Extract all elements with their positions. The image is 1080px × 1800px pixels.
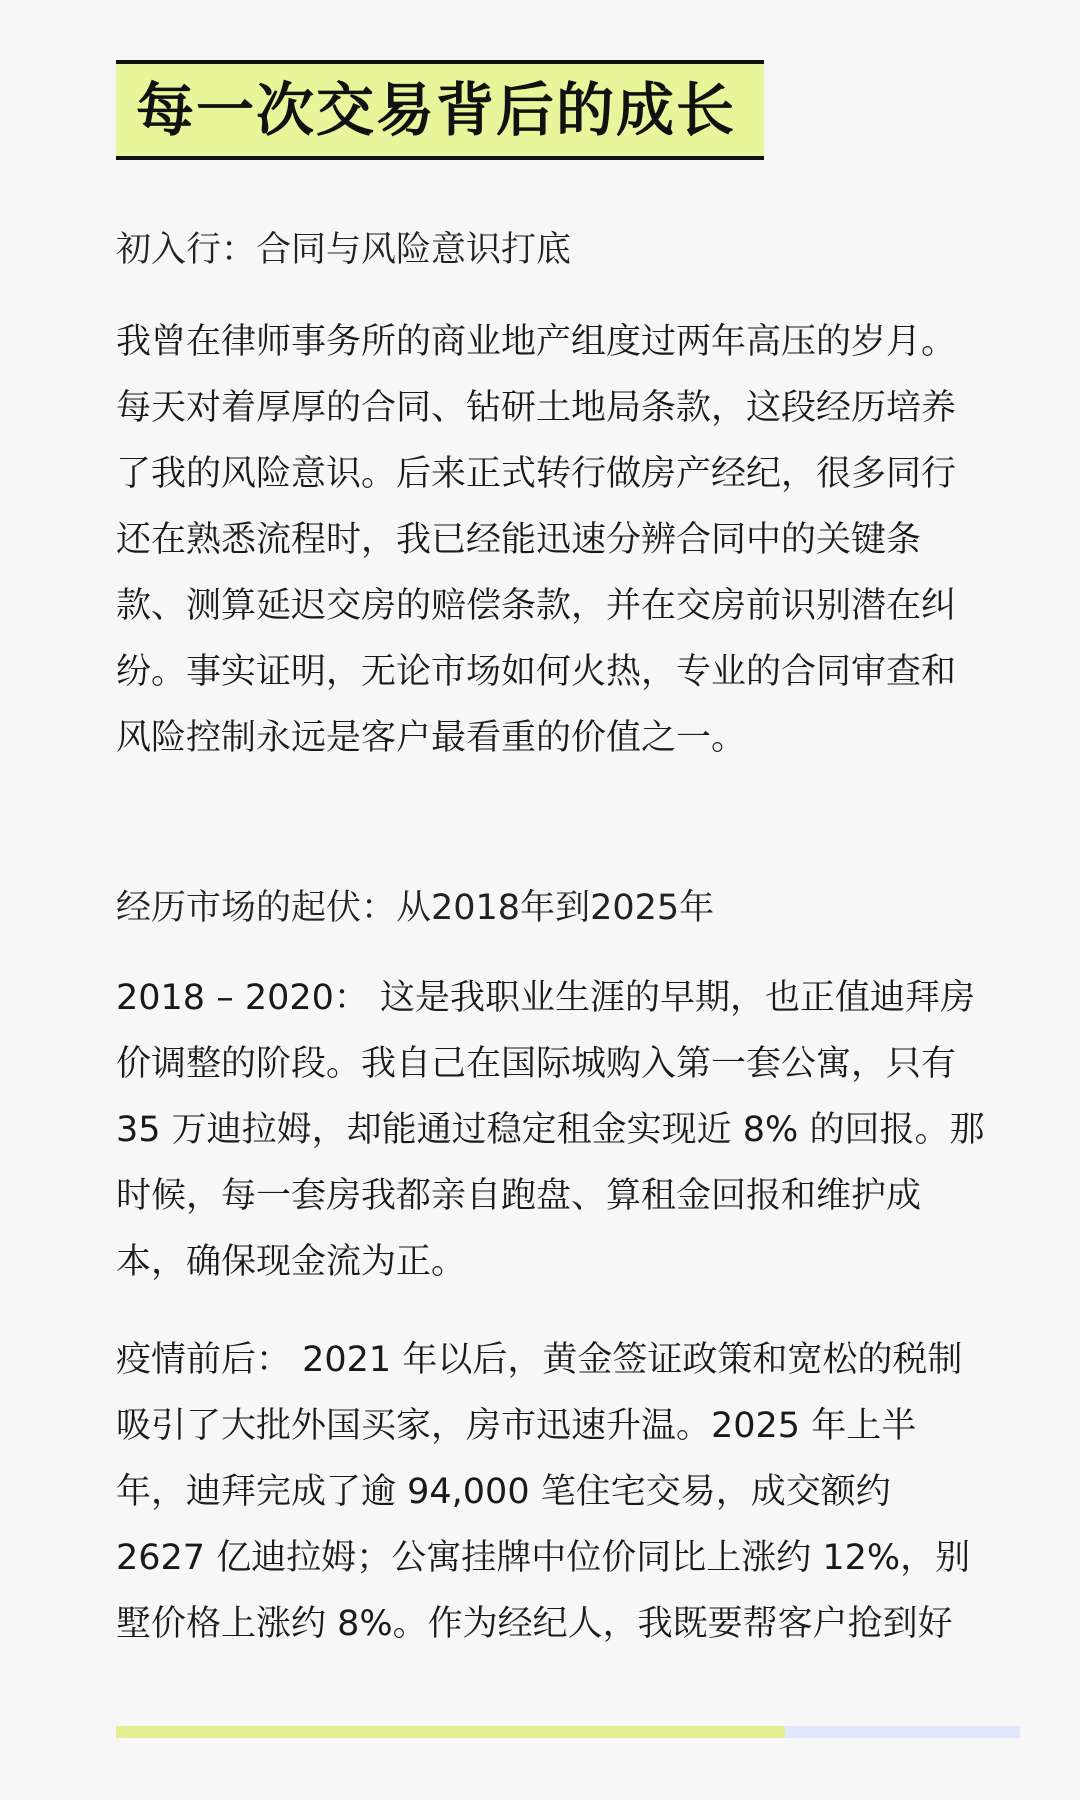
paragraph-line: 墅价格上涨约 8%。作为经纪人，我既要帮客户抢到好: [116, 1604, 953, 1644]
paragraph-line: 2018 – 2020： 这是我职业生涯的早期，也正值迪拜房: [116, 978, 976, 1018]
paragraph-line: 本，确保现金流为正。: [116, 1242, 467, 1282]
paragraph-line: 我曾在律师事务所的商业地产组度过两年高压的岁月。: [116, 322, 957, 362]
paragraph-line: 每天对着厚厚的合同、钻研土地局条款，这段经历培养: [116, 388, 957, 428]
section-heading-2: 经历市场的起伏：从2018年到2025年: [116, 888, 715, 928]
paragraph-line: 了我的风险意识。后来正式转行做房产经纪，很多同行: [116, 454, 957, 494]
page-title: 每一次交易背后的成长: [136, 76, 737, 144]
paragraph-line: 纷。事实证明，无论市场如何火热，专业的合同审查和: [116, 652, 957, 692]
paragraph-line: 2627 亿迪拉姆；公寓挂牌中位价同比上涨约 12%，别: [116, 1538, 971, 1578]
paragraph-line: 35 万迪拉姆，却能通过稳定租金实现近 8% 的回报。那: [116, 1110, 985, 1150]
paragraph-line: 还在熟悉流程时，我已经能迅速分辨合同中的关键条: [116, 520, 922, 560]
title-banner: [116, 60, 764, 160]
paragraph-line: 疫情前后： 2021 年以后，黄金签证政策和宽松的税制: [116, 1340, 963, 1380]
paragraph-line: 价调整的阶段。我自己在国际城购入第一套公寓，只有: [116, 1044, 957, 1084]
reading-progress-bar: [116, 1726, 1020, 1738]
reading-progress-fill: [116, 1726, 785, 1738]
paragraph-line: 年，迪拜完成了逾 94,000 笔住宅交易，成交额约: [116, 1472, 891, 1512]
section-heading-1: 初入行：合同与风险意识打底: [116, 230, 572, 270]
paragraph-line: 吸引了大批外国买家，房市迅速升温。2025 年上半: [116, 1406, 917, 1446]
paragraph-line: 款、测算延迟交房的赔偿条款，并在交房前识别潜在纠: [116, 586, 957, 626]
paragraph-line: 时候，每一套房我都亲自跑盘、算租金回报和维护成: [116, 1176, 922, 1216]
paragraph-line: 风险控制永远是客户最看重的价值之一。: [116, 718, 747, 758]
